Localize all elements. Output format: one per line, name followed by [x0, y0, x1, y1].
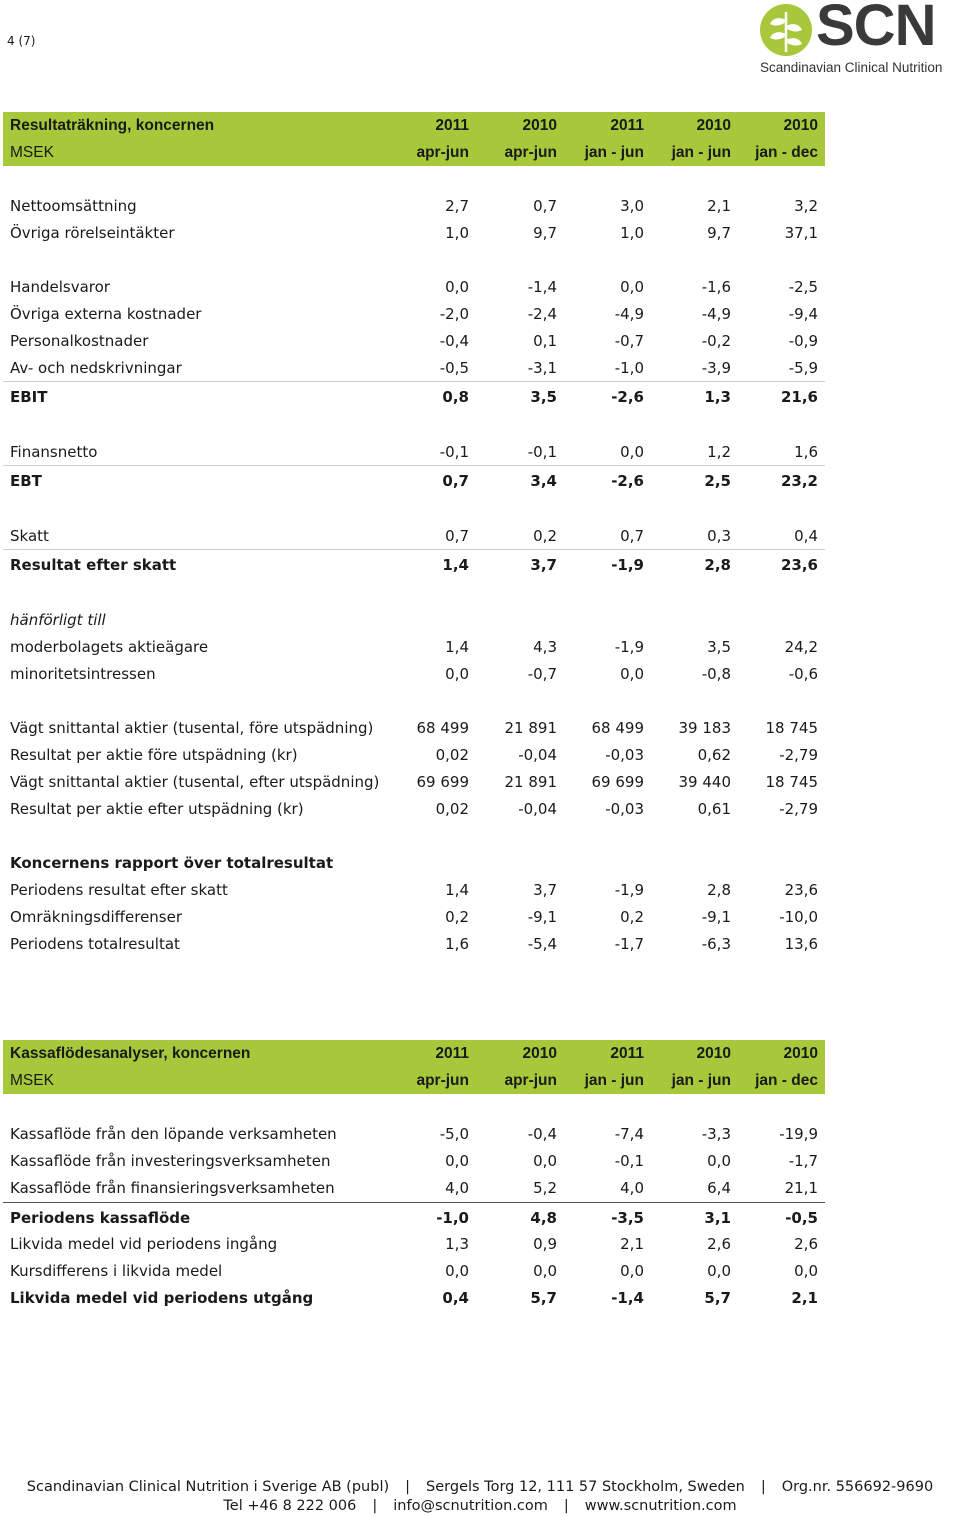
table-cell-value: 3,5 — [707, 638, 731, 656]
footer-line-2: Tel +46 8 222 006 | info@scnutrition.com | www.scnutrition.com — [223, 1498, 737, 1514]
table-cell-value: 0,02 — [435, 746, 469, 764]
table-row — [3, 904, 825, 931]
income-header-years — [3, 112, 825, 139]
table-cell-value: -0,6 — [788, 665, 818, 683]
table-cell-value: 0,0 — [620, 278, 644, 296]
row-label: Övriga externa kostnader — [10, 305, 202, 323]
table-cell-value: 37,1 — [784, 224, 818, 242]
table-cell-value: 2,1 — [620, 1235, 644, 1253]
table-row-ebit — [3, 382, 825, 412]
footer-email[interactable]: info@scnutrition.com — [393, 1498, 548, 1514]
table-row — [3, 1175, 825, 1202]
row-label: Likvida medel vid periodens utgång — [10, 1289, 314, 1307]
table-cell-value: jan - jun — [671, 144, 731, 161]
table-cell-value: -0,5 — [785, 1209, 818, 1227]
table-cell-value: -9,4 — [788, 305, 818, 323]
row-label: Periodens kassaflöde — [10, 1209, 191, 1227]
table-cell-value: 0,0 — [620, 665, 644, 683]
total-result-title — [3, 850, 825, 877]
table-cell-value: 4,3 — [533, 638, 557, 656]
row-label: Av- och nedskrivningar — [10, 359, 182, 377]
table-cell-value: -3,9 — [701, 359, 731, 377]
table-cell-value: 0,0 — [794, 1262, 818, 1280]
table-cell-value: 21 891 — [504, 719, 557, 737]
row-label: Handelsvaror — [10, 278, 110, 296]
table-cell-value: 3,7 — [530, 556, 557, 574]
table-cell-value: 0,4 — [442, 1289, 469, 1307]
table-cell-value: -0,7 — [527, 665, 557, 683]
table-row — [3, 274, 825, 301]
table-row-period-cash-flow — [3, 1202, 825, 1231]
table-cell-value: -0,8 — [701, 665, 731, 683]
table-cell-value: 1,4 — [445, 881, 469, 899]
table-cell-value: jan - dec — [755, 144, 818, 161]
cash-header-periods — [3, 1067, 825, 1094]
table-cell-value: -1,7 — [614, 935, 644, 953]
row-label: EBT — [10, 472, 42, 490]
row-label: Periodens totalresultat — [10, 935, 180, 953]
table-cell-value: 39 183 — [678, 719, 731, 737]
footer-web[interactable]: www.scnutrition.com — [584, 1498, 737, 1514]
table-cell-value: jan - jun — [584, 144, 644, 161]
table-cell-value: -3,3 — [701, 1125, 731, 1143]
table-cell-value: 3,2 — [794, 197, 818, 215]
table-cell-value: 0,0 — [445, 278, 469, 296]
table-row — [3, 328, 825, 355]
table-cell-value: -1,4 — [527, 278, 557, 296]
table-cell-value: 4,8 — [530, 1209, 557, 1227]
table-cell-value: -4,9 — [614, 305, 644, 323]
table-cell-value: 2010 — [783, 1045, 818, 1062]
table-cell-value: 2,7 — [445, 197, 469, 215]
logo-wordmark: SCN — [816, 0, 936, 58]
row-label: Nettoomsättning — [10, 197, 137, 215]
table-cell-value: -1,0 — [614, 359, 644, 377]
table-cell-value: 69 699 — [591, 773, 644, 791]
row-label: Kassaflöde från finansieringsverksamheten — [10, 1179, 335, 1197]
table-cell-value: apr-jun — [416, 144, 469, 161]
table-cell-value: 1,2 — [707, 443, 731, 461]
table-cell-value: -5,9 — [788, 359, 818, 377]
table-row-ebt — [3, 466, 825, 496]
row-label: Finansnetto — [10, 443, 98, 461]
table-cell-value: 0,9 — [533, 1235, 557, 1253]
table-cell-value: 2,8 — [704, 556, 731, 574]
income-header-periods — [3, 139, 825, 166]
row-label: Vägt snittantal aktier (tusental, före utspädning) — [10, 719, 374, 737]
table-cell-value: 2010 — [522, 1045, 557, 1062]
table-cell-value: -0,04 — [518, 800, 557, 818]
table-cell-value: -0,4 — [527, 1125, 557, 1143]
table-cell-value: -2,5 — [788, 278, 818, 296]
table-cell-value: 23,6 — [784, 881, 818, 899]
table-cell-value: jan - dec — [755, 1072, 818, 1089]
row-label: Resultat per aktie före utspädning (kr) — [10, 746, 298, 764]
table-row — [3, 661, 825, 688]
table-cell-value: -2,4 — [527, 305, 557, 323]
table-cell-value: 0,3 — [707, 527, 731, 545]
table-cell-value: -3,5 — [611, 1209, 644, 1227]
table-cell-value: 21 891 — [504, 773, 557, 791]
table-row — [3, 715, 825, 742]
table-cell-value: 21,1 — [784, 1179, 818, 1197]
row-label: Personalkostnader — [10, 332, 149, 350]
table-row — [3, 769, 825, 796]
table-cell-value: -0,9 — [788, 332, 818, 350]
row-label: Likvida medel vid periodens ingång — [10, 1235, 278, 1253]
table-cell-value: 0,0 — [620, 443, 644, 461]
table-cell-value: -1,7 — [788, 1152, 818, 1170]
row-label: Resultat per aktie efter utspädning (kr) — [10, 800, 304, 818]
table-cell-value: 0,0 — [445, 665, 469, 683]
table-cell-value: 5,7 — [530, 1289, 557, 1307]
table-cell-value: 39 440 — [678, 773, 731, 791]
table-cell-value: 68 499 — [591, 719, 644, 737]
cash-flow-table — [3, 1040, 825, 1312]
table-cell-value: -1,9 — [611, 556, 644, 574]
table-cell-value: 0,1 — [533, 332, 557, 350]
table-cell-value: -0,5 — [439, 359, 469, 377]
row-label: moderbolagets aktieägare — [10, 638, 209, 656]
table-title: Kassaflödesanalyser, koncernen — [10, 1045, 251, 1062]
table-cell-value: apr-jun — [504, 144, 557, 161]
table-cell-value: -0,03 — [605, 800, 644, 818]
table-cell-value: 2,8 — [707, 881, 731, 899]
table-row — [3, 1258, 825, 1285]
footer-phone: Tel +46 8 222 006 — [223, 1498, 357, 1514]
table-cell-value: 0,7 — [445, 527, 469, 545]
table-cell-value: 18 745 — [765, 773, 818, 791]
table-cell-value: -9,1 — [527, 908, 557, 926]
table-cell-value: jan - jun — [584, 1072, 644, 1089]
table-row — [3, 931, 825, 958]
table-cell-value: -0,2 — [701, 332, 731, 350]
row-label: Övriga rörelseintäkter — [10, 224, 175, 242]
table-row — [3, 220, 825, 247]
table-cell-value: -0,7 — [614, 332, 644, 350]
footer-company: Scandinavian Clinical Nutrition i Sverige AB (publ) — [26, 1479, 390, 1495]
table-cell-value: 0,62 — [697, 746, 731, 764]
leaf-icon — [758, 2, 814, 58]
table-cell-value: 1,0 — [445, 224, 469, 242]
unit-label: MSEK — [10, 1072, 54, 1089]
table-cell-value: 2,6 — [794, 1235, 818, 1253]
table-cell-value: 1,0 — [620, 224, 644, 242]
table-cell-value: 2,1 — [791, 1289, 818, 1307]
table-row — [3, 1121, 825, 1148]
table-cell-value: -7,4 — [614, 1125, 644, 1143]
table-cell-value: 1,3 — [445, 1235, 469, 1253]
table-cell-value: 9,7 — [533, 224, 557, 242]
table-cell-value: 2011 — [435, 117, 469, 134]
table-cell-value: -0,03 — [605, 746, 644, 764]
table-cell-value: 0,2 — [620, 908, 644, 926]
table-cell-value: -10,0 — [779, 908, 818, 926]
row-label: minoritetsintressen — [10, 665, 156, 683]
row-label: hänförligt till — [10, 611, 106, 629]
income-statement-table — [3, 112, 825, 958]
table-cell-value: -1,9 — [614, 881, 644, 899]
logo-tagline: Scandinavian Clinical Nutrition — [760, 60, 943, 75]
table-cell-value: 0,4 — [794, 527, 818, 545]
row-label: EBIT — [10, 388, 48, 406]
table-row — [3, 523, 825, 550]
table-cell-value: 2010 — [783, 117, 818, 134]
cash-header-years — [3, 1040, 825, 1067]
row-label: Kassaflöde från investeringsverksamheten — [10, 1152, 331, 1170]
table-row — [3, 742, 825, 769]
table-row — [3, 634, 825, 661]
table-cell-value: apr-jun — [416, 1072, 469, 1089]
row-label: Vägt snittantal aktier (tusental, efter utspädning) — [10, 773, 380, 791]
row-label: Resultat efter skatt — [10, 556, 177, 574]
table-cell-value: 0,0 — [620, 1262, 644, 1280]
table-cell-value: 1,3 — [704, 388, 731, 406]
table-cell-value: -2,0 — [439, 305, 469, 323]
table-cell-value: 13,6 — [784, 935, 818, 953]
table-cell-value: 2011 — [610, 1045, 644, 1062]
table-cell-value: 69 699 — [416, 773, 469, 791]
table-cell-value: -1,4 — [611, 1289, 644, 1307]
footer-line-1: Scandinavian Clinical Nutrition i Sverige AB (publ) | Sergels Torg 12, 111 57 Stockholm, Sweden | Org.nr. 556692-9690 — [26, 1479, 934, 1495]
table-cell-value: 3,5 — [530, 388, 557, 406]
table-row — [3, 439, 825, 466]
table-cell-value: jan - jun — [671, 1072, 731, 1089]
table-cell-value: 0,02 — [435, 800, 469, 818]
table-cell-value: 5,7 — [704, 1289, 731, 1307]
footer-address: Sergels Torg 12, 111 57 Stockholm, Sweden — [426, 1479, 745, 1495]
table-cell-value: -6,3 — [701, 935, 731, 953]
table-row — [3, 1148, 825, 1175]
table-cell-value: -0,1 — [614, 1152, 644, 1170]
table-cell-value: -5,0 — [439, 1125, 469, 1143]
table-cell-value: -1,9 — [614, 638, 644, 656]
table-row — [3, 1231, 825, 1258]
table-cell-value: 3,4 — [530, 472, 557, 490]
table-row — [3, 355, 825, 382]
table-cell-value: 3,7 — [533, 881, 557, 899]
table-cell-value: 68 499 — [416, 719, 469, 737]
table-cell-value: 1,4 — [445, 638, 469, 656]
table-title: Resultaträkning, koncernen — [10, 117, 215, 134]
table-row-closing-cash — [3, 1285, 825, 1312]
table-cell-value: -1,0 — [436, 1209, 469, 1227]
table-cell-value: 2010 — [522, 117, 557, 134]
table-cell-value: 24,2 — [784, 638, 818, 656]
table-cell-value: -4,9 — [701, 305, 731, 323]
table-cell-value: 0,2 — [445, 908, 469, 926]
table-cell-value: 18 745 — [765, 719, 818, 737]
table-cell-value: -0,04 — [518, 746, 557, 764]
table-cell-value: 0,2 — [533, 527, 557, 545]
table-cell-value: 0,0 — [445, 1152, 469, 1170]
table-cell-value: 0,0 — [445, 1262, 469, 1280]
table-cell-value: 4,0 — [620, 1179, 644, 1197]
company-logo — [758, 2, 960, 76]
table-row-attributable — [3, 607, 825, 634]
table-cell-value: 2010 — [696, 117, 731, 134]
table-cell-value: 0,61 — [697, 800, 731, 818]
table-cell-value: 0,7 — [620, 527, 644, 545]
table-cell-value: apr-jun — [504, 1072, 557, 1089]
table-cell-value: -9,1 — [701, 908, 731, 926]
table-cell-value: -1,6 — [701, 278, 731, 296]
table-cell-value: -3,1 — [527, 359, 557, 377]
table-cell-value: 3,1 — [704, 1209, 731, 1227]
table-cell-value: 2,5 — [704, 472, 731, 490]
table-cell-value: 0,0 — [707, 1262, 731, 1280]
unit-label: MSEK — [10, 144, 54, 161]
table-cell-value: 2011 — [435, 1045, 469, 1062]
row-label: Kassaflöde från den löpande verksamheten — [10, 1125, 337, 1143]
footer-orgnr: Org.nr. 556692-9690 — [781, 1479, 934, 1495]
table-cell-value: 0,0 — [533, 1152, 557, 1170]
table-cell-value: -5,4 — [527, 935, 557, 953]
table-row-net-result — [3, 550, 825, 580]
table-cell-value: -0,1 — [527, 443, 557, 461]
row-label: Skatt — [10, 527, 49, 545]
table-cell-value: 2010 — [696, 1045, 731, 1062]
table-cell-value: -2,6 — [611, 472, 644, 490]
table-cell-value: 4,0 — [445, 1179, 469, 1197]
table-row — [3, 796, 825, 823]
table-cell-value: 0,0 — [707, 1152, 731, 1170]
table-cell-value: -2,79 — [779, 746, 818, 764]
table-cell-value: 6,4 — [707, 1179, 731, 1197]
table-row — [3, 193, 825, 220]
table-cell-value: 0,7 — [442, 472, 469, 490]
table-cell-value: -2,79 — [779, 800, 818, 818]
table-cell-value: -0,1 — [439, 443, 469, 461]
row-label: Omräkningsdifferenser — [10, 908, 183, 926]
table-cell-value: 3,0 — [620, 197, 644, 215]
table-cell-value: -19,9 — [779, 1125, 818, 1143]
table-cell-value: 21,6 — [780, 388, 818, 406]
table-cell-value: -0,4 — [439, 332, 469, 350]
table-row — [3, 301, 825, 328]
row-label: Koncernens rapport över totalresultat — [10, 854, 334, 872]
table-cell-value: 1,6 — [445, 935, 469, 953]
table-cell-value: 9,7 — [707, 224, 731, 242]
table-cell-value: 1,6 — [794, 443, 818, 461]
table-cell-value: 2011 — [610, 117, 644, 134]
table-cell-value: -2,6 — [611, 388, 644, 406]
table-cell-value: 2,6 — [707, 1235, 731, 1253]
table-cell-value: 23,6 — [780, 556, 818, 574]
table-cell-value: 23,2 — [780, 472, 818, 490]
table-row — [3, 877, 825, 904]
row-label: Kursdifferens i likvida medel — [10, 1262, 223, 1280]
table-cell-value: 0,7 — [533, 197, 557, 215]
table-cell-value: 0,8 — [442, 388, 469, 406]
table-cell-value: 5,2 — [533, 1179, 557, 1197]
table-cell-value: 0,0 — [533, 1262, 557, 1280]
table-cell-value: 1,4 — [442, 556, 469, 574]
row-label: Periodens resultat efter skatt — [10, 881, 228, 899]
page-number: 4 (7) — [7, 34, 36, 48]
table-cell-value: 2,1 — [707, 197, 731, 215]
